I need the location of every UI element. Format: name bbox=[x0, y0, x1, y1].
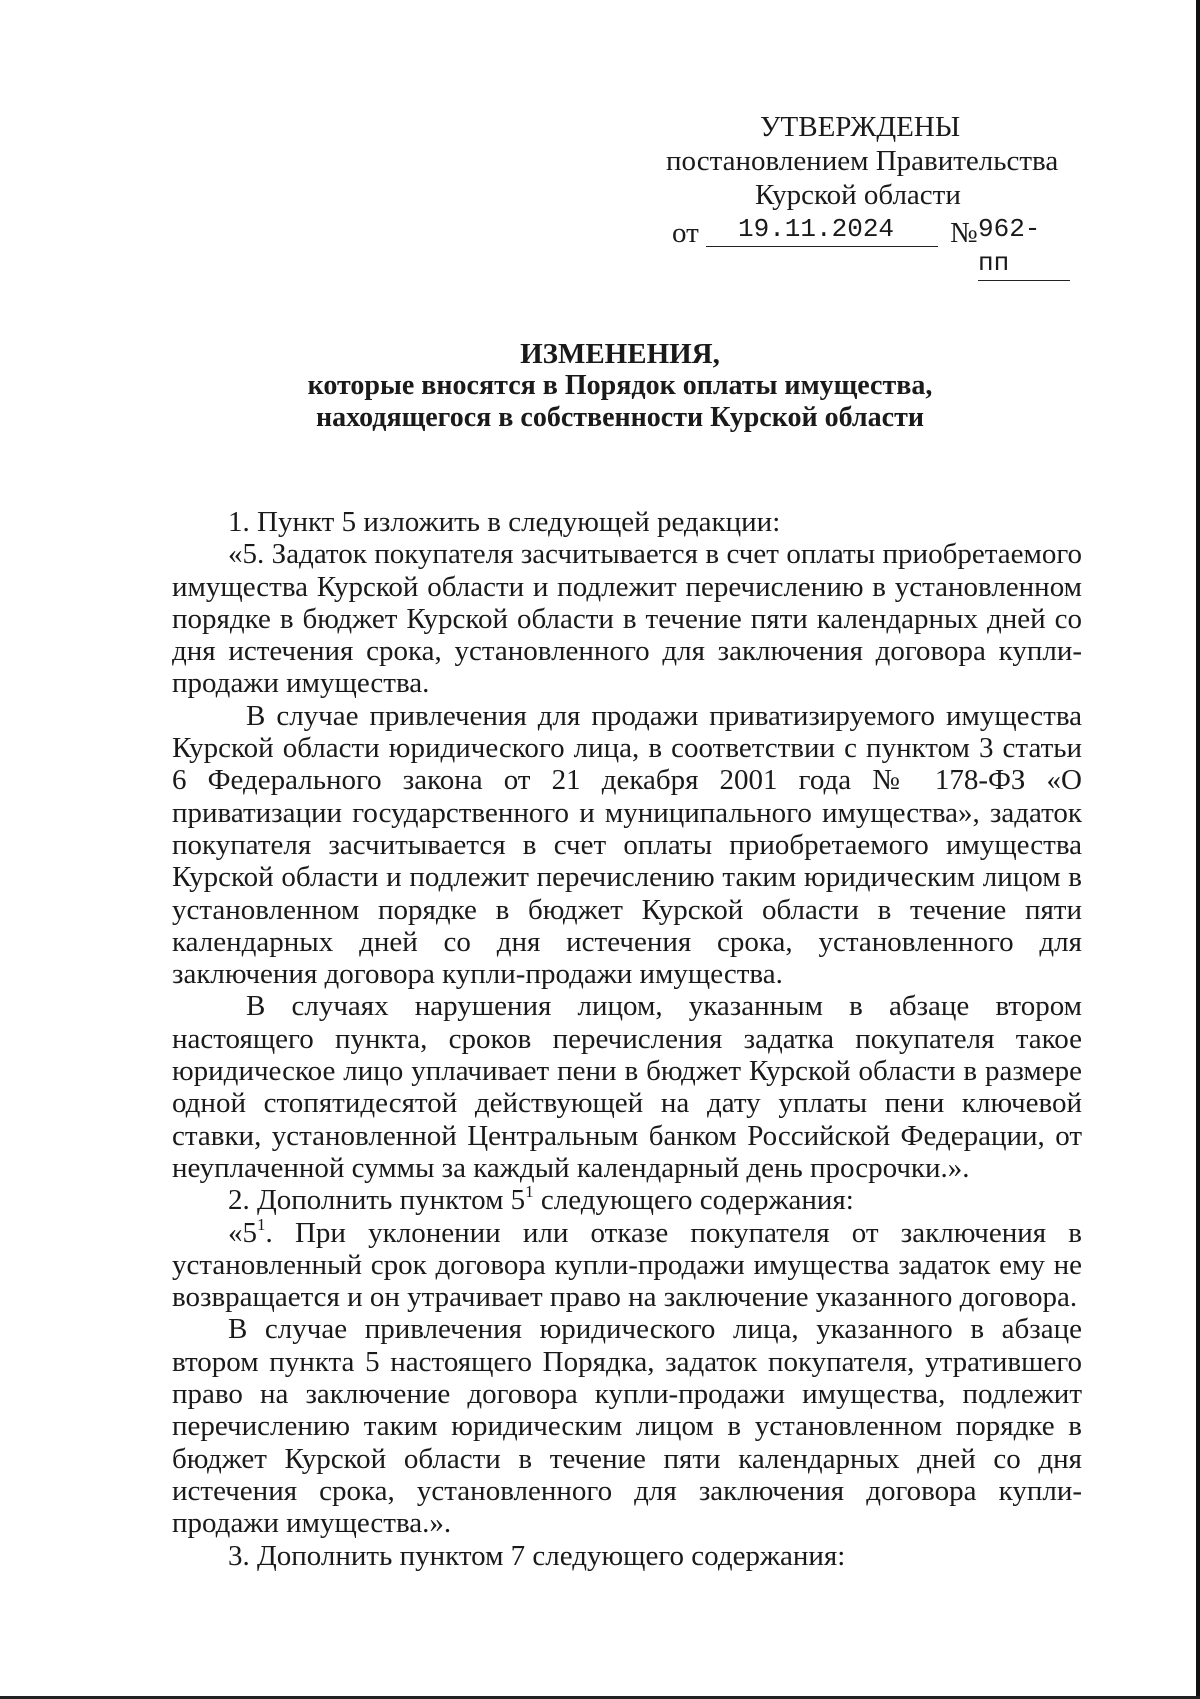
approval-region: Курской области bbox=[755, 179, 961, 211]
decree-date: 19.11.2024 bbox=[706, 212, 938, 247]
paragraph-4: В случаях нарушения лицом, указанным в абзаце втором настоящего пункта, сроков перечисления задатка покупателя такое юридическое лицо уплачивает пени в бюджет Курской области в размере одной стопятидесятой действующей на дату уплаты пени ключевой ставки, установленной Центральным банком Российской Федерации, от неуплаченной суммы за каждый календарный день просрочки.». bbox=[172, 990, 1082, 1184]
paragraph-5-end: следующего содержания: bbox=[533, 1184, 854, 1217]
decree-number: 962-пп bbox=[978, 212, 1070, 281]
paragraph-5-superscript: 1 bbox=[525, 1182, 534, 1202]
heading-title: ИЗМЕНЕНИЯ, bbox=[520, 338, 720, 370]
approval-title: УТВЕРЖДЕНЫ bbox=[760, 111, 961, 143]
paragraph-1: 1. Пункт 5 изложить в следующей редакции: bbox=[228, 506, 781, 538]
heading-subtitle-line2: находящегося в собственности Курской области bbox=[316, 402, 924, 433]
from-label: от bbox=[672, 217, 699, 249]
approval-date-number-line bbox=[660, 212, 1080, 278]
paragraph-2: «5. Задаток покупателя засчитывается в счет оплаты приобретаемого имущества Курской области и подлежит перечислению в установленном порядке в бюджет Курской области в течение пяти календарных дней со дня истечения срока, установленного для заключения договора купли-продажи имущества. bbox=[172, 538, 1082, 700]
paragraph-5 bbox=[172, 1184, 1082, 1216]
number-sign: № bbox=[950, 217, 978, 249]
document-body bbox=[172, 506, 1082, 1572]
paragraph-6-end: . При уклонении или отказе покупателя от заключения в установленный срок договора купли-продажи имущества задаток ему не возвращается и он утрачивает право на заключение указанного договора. bbox=[172, 1216, 1082, 1314]
paragraph-8: 3. Дополнить пунктом 7 следующего содержания: bbox=[228, 1539, 846, 1572]
paragraph-6-superscript: 1 bbox=[257, 1214, 266, 1234]
approval-stamp bbox=[660, 110, 1080, 278]
paragraph-6-start: «5 bbox=[228, 1216, 257, 1249]
heading-subtitle-line1: которые вносятся в Порядок оплаты имущества, bbox=[307, 370, 933, 401]
document-heading bbox=[170, 338, 1070, 434]
approval-issuer: постановлением Правительства bbox=[666, 145, 1059, 177]
paragraph-7: В случае привлечения юридического лица, указанного в абзаце втором пункта 5 настоящего Порядка, задаток покупателя, утратившего право на заключение договора купли-продажи имущества, подлежит перечислению таким юридическим лицом в установленном порядке в бюджет Курской области в течение пяти календарных дней со дня истечения срока, установленного для заключения договора купли-продажи имущества.». bbox=[172, 1313, 1082, 1540]
paragraph-5-start: 2. Дополнить пунктом 5 bbox=[228, 1184, 526, 1217]
scan-border-right bbox=[1196, 0, 1200, 1699]
paragraph-6 bbox=[172, 1214, 1082, 1314]
paragraph-3: В случае привлечения для продажи приватизируемого имущества Курской области юридического лица, в соответствии с пунктом 3 статьи 6 Федерального закона от 21 декабря 2001 года № 178-ФЗ «О приватизации государственного и муниципального имущества», задаток покупателя засчитывается в счет оплаты приобретаемого имущества Курской области и подлежит перечислению таким юридическим лицом в установленном порядке в бюджет Курской области в течение пяти календарных дней со дня истечения срока, установленного для заключения договора купли-продажи имущества. bbox=[172, 699, 1082, 991]
